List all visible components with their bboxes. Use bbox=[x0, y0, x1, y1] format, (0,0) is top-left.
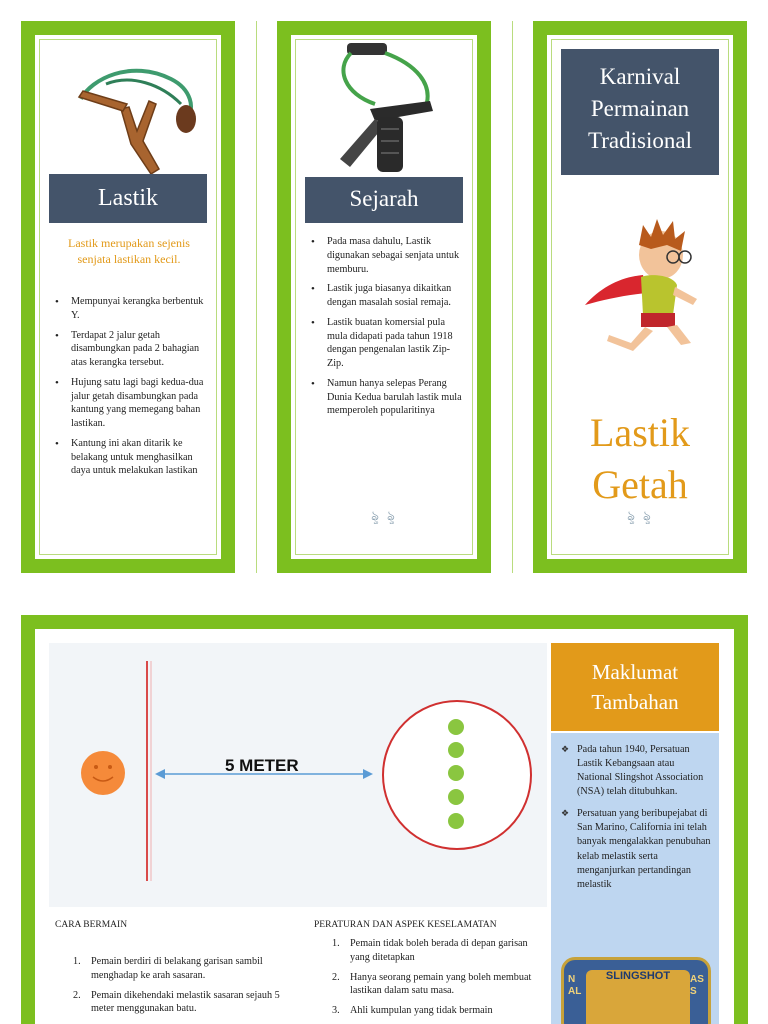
cara-bermain-heading: CARA BERMAIN bbox=[55, 920, 128, 930]
list-item: 2. Pemain dikehendaki melastik sasaran sejauh 5 meter menggunakan batu. bbox=[73, 989, 280, 1015]
list-item: • Mempunyai kerangka berbentuk Y. bbox=[49, 295, 207, 323]
list-item: 3. Ahli kumpulan yang tidak bermain bbox=[332, 1005, 493, 1017]
panel-sejarah-list bbox=[305, 235, 463, 424]
panel-lastik-list bbox=[49, 295, 207, 484]
list-item: • Terdapat 2 jalur getah disambungkan pada 2 bahagian atas kerangka tersebut. bbox=[49, 329, 207, 370]
target-dot bbox=[448, 765, 464, 781]
fold-divider bbox=[512, 21, 513, 573]
wooden-slingshot-image bbox=[61, 49, 201, 179]
list-item: ❖ Pada tahun 1940, Persatuan Lastik Kebangsaan atau National Slingshot Association (NSA) telah ditubuhkan. bbox=[561, 743, 711, 799]
distance-label: 5 METER bbox=[225, 756, 299, 775]
running-boy-image bbox=[581, 215, 711, 355]
list-item: • Pada masa dahulu, Lastik digunakan sebagai senjata untuk memburu. bbox=[305, 235, 463, 276]
cover-header-line: Karnival bbox=[599, 64, 681, 89]
badge-text: SLINGSHOT bbox=[605, 970, 671, 982]
cover-title-line: Lastik bbox=[590, 410, 690, 455]
player-smiley-icon bbox=[81, 751, 125, 795]
panel-lastik-intro: Lastik merupakan sejenis senjata lastikan kecil. bbox=[68, 236, 190, 267]
nsa-badge-logo bbox=[561, 957, 711, 1024]
peraturan-heading: PERATURAN DAN ASPEK KESELAMATAN bbox=[314, 920, 497, 930]
ornament-icon: ৡ ৡ bbox=[371, 509, 397, 524]
panel-sejarah bbox=[277, 21, 491, 573]
target-dot bbox=[448, 719, 464, 735]
panel-lastik-title: Lastik bbox=[49, 174, 207, 223]
commercial-slingshot-image bbox=[315, 39, 455, 179]
list-item: • Hujung satu lagi bagi kedua-dua jalur getah disambungkan pada kantung yang memegang bahan lastikan. bbox=[49, 376, 207, 431]
target-dot bbox=[448, 813, 464, 829]
list-item: 1. Pemain berdiri di belakang garisan sambil menghadap ke arah sasaran. bbox=[73, 956, 263, 981]
list-item: 1. Pemain tidak boleh berada di depan garisan yang ditetapkan bbox=[332, 938, 528, 963]
peraturan-list bbox=[314, 937, 544, 1024]
panel-inside-inner bbox=[35, 629, 734, 1024]
maklumat-header-line: Tambahan bbox=[591, 690, 679, 714]
panel-lastik bbox=[21, 21, 235, 573]
maklumat-list bbox=[561, 743, 711, 892]
maklumat-body bbox=[551, 733, 719, 1024]
game-diagram bbox=[49, 643, 547, 907]
fold-divider bbox=[256, 21, 257, 573]
list-item: • Namun hanya selepas Perang Dunia Kedua barulah lastik mula memperoleh popularitinya bbox=[305, 377, 463, 418]
list-item: 2. Hanya seorang pemain yang boleh membuat lastikan dalam satu masa. bbox=[332, 971, 532, 997]
panel-inside bbox=[21, 615, 748, 1024]
target-dot bbox=[448, 742, 464, 758]
panel-cover bbox=[533, 21, 747, 573]
cover-header bbox=[561, 49, 719, 175]
panel-lastik-inner bbox=[35, 35, 221, 559]
target-dot bbox=[448, 789, 464, 805]
list-item: • Lastik buatan komersial pula mula didapati pada tahun 1918 dengan pengenalan lastik Zip-Zip. bbox=[305, 316, 463, 371]
panel-sejarah-inner bbox=[291, 35, 477, 559]
panel-sejarah-title: Sejarah bbox=[305, 177, 463, 223]
maklumat-header bbox=[551, 643, 719, 731]
cover-title-line: Getah bbox=[592, 462, 688, 507]
maklumat-header-line: Maklumat bbox=[591, 660, 679, 684]
cover-header-line: Tradisional bbox=[588, 128, 692, 153]
panel-cover-inner bbox=[547, 35, 733, 559]
badge-text-right: ASS bbox=[690, 974, 704, 997]
list-item: ❖ Persatuan yang beribupejabat di San Marino, California ini telah banyak mengalakkan penubuhan kelab melastik serta menganjurkan pertandingan melastik bbox=[561, 807, 711, 891]
list-item: • Kantung ini akan ditarik ke belakang untuk menghasilkan daya untuk melakukan lastikan bbox=[49, 437, 207, 478]
cover-title bbox=[547, 407, 733, 511]
badge-text-left: NAL bbox=[568, 974, 582, 997]
ornament-icon: ৡ ৡ bbox=[627, 509, 653, 524]
cover-header-line: Permainan bbox=[590, 96, 690, 121]
cara-bermain-list bbox=[55, 955, 285, 1022]
list-item: • Lastik juga biasanya dikaitkan dengan masalah sosial remaja. bbox=[305, 282, 463, 310]
